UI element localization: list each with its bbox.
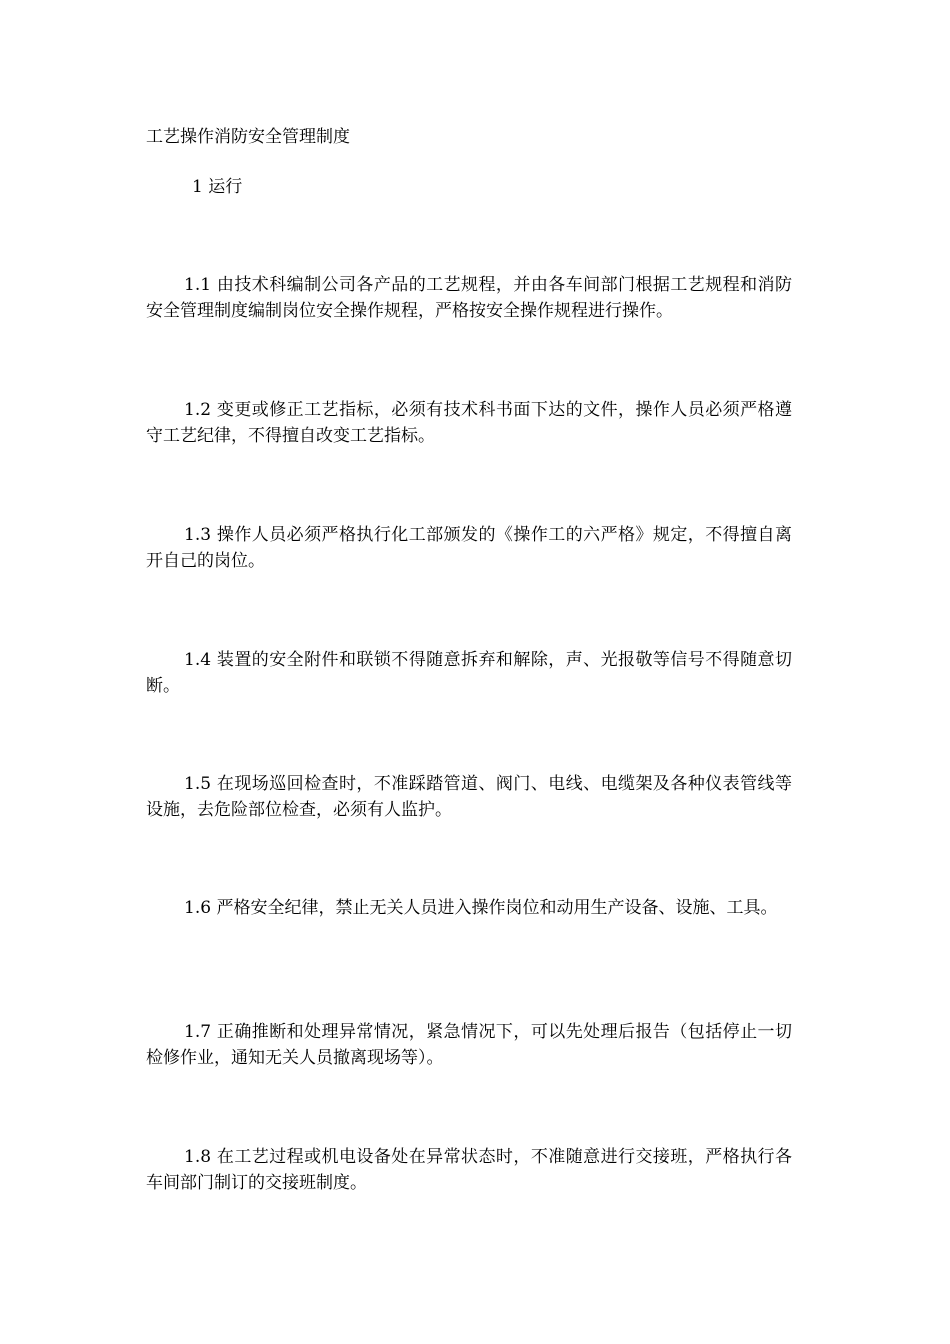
section-heading: 1 运行 <box>192 177 243 197</box>
paragraph-1-2: 1.2 变更或修正工艺指标，必须有技术科书面下达的文件，操作人员必须严格遵守工艺纪律，不得擅自改变工艺指标。 <box>146 400 792 446</box>
paragraph-1-3: 1.3 操作人员必须严格执行化工部颁发的《操作工的六严格》规定，不得擅自离开自己的岗位。 <box>146 525 792 571</box>
document-title: 工艺操作消防安全管理制度 <box>146 127 350 147</box>
paragraph-1-8: 1.8 在工艺过程或机电设备处在异常状态时，不准随意进行交接班，严格执行各车间部门制订的交接班制度。 <box>146 1147 792 1193</box>
paragraph-1-6: 1.6 严格安全纪律，禁止无关人员进入操作岗位和动用生产设备、设施、工具。 <box>184 898 778 918</box>
paragraph-1-1: 1.1 由技术科编制公司各产品的工艺规程，并由各车间部门根据工艺规程和消防安全管理制度编制岗位安全操作规程，严格按安全操作规程进行操作。 <box>146 275 792 321</box>
paragraph-1-5: 1.5 在现场巡回检查时，不准踩踏管道、阀门、电线、电缆架及各种仪表管线等设施，去危险部位检查，必须有人监护。 <box>146 774 792 820</box>
paragraph-1-4: 1.4 装置的安全附件和联锁不得随意拆弃和解除，声、光报敬等信号不得随意切断。 <box>146 650 792 696</box>
paragraph-1-7: 1.7 正确推断和处理异常情况，紧急情况下，可以先处理后报告（包括停止一切检修作业，通知无关人员撤离现场等）。 <box>146 1022 792 1068</box>
